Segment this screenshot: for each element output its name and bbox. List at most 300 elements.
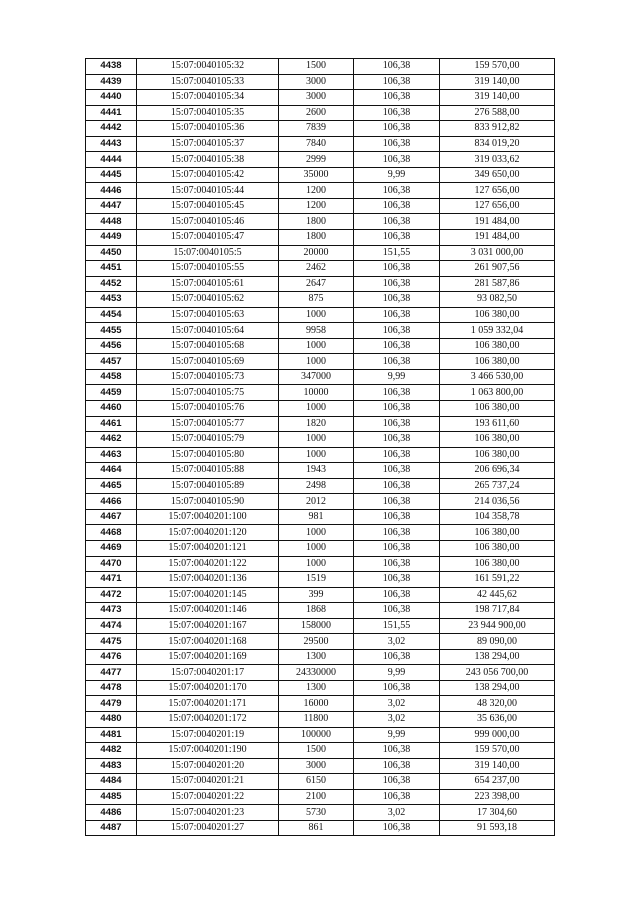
area-cell: 7839 — [279, 121, 354, 137]
cadastral-number-cell: 15:07:0040105:45 — [137, 198, 279, 214]
table-row — [86, 183, 555, 199]
area-cell: 2462 — [279, 261, 354, 277]
cadastral-number-cell: 15:07:0040105:33 — [137, 74, 279, 90]
area-cell: 7840 — [279, 136, 354, 152]
row-number-cell: 4481 — [86, 727, 137, 743]
area-cell: 347000 — [279, 369, 354, 385]
table-row — [86, 509, 555, 525]
rate-cell: 106,38 — [354, 789, 440, 805]
table-row — [86, 276, 555, 292]
rate-cell: 106,38 — [354, 540, 440, 556]
row-number-cell: 4467 — [86, 509, 137, 525]
row-number-cell: 4443 — [86, 136, 137, 152]
rate-cell: 3,02 — [354, 634, 440, 650]
row-number-cell: 4479 — [86, 696, 137, 712]
rate-cell: 9,99 — [354, 665, 440, 681]
row-number-cell: 4442 — [86, 121, 137, 137]
area-cell: 1868 — [279, 603, 354, 619]
value-cell: 999 000,00 — [440, 727, 555, 743]
rate-cell: 9,99 — [354, 369, 440, 385]
cadastral-number-cell: 15:07:0040105:47 — [137, 230, 279, 246]
value-cell: 223 398,00 — [440, 789, 555, 805]
rate-cell: 106,38 — [354, 261, 440, 277]
rate-cell: 106,38 — [354, 74, 440, 90]
cadastral-number-cell: 15:07:0040201:120 — [137, 525, 279, 541]
table-row — [86, 525, 555, 541]
rate-cell: 106,38 — [354, 587, 440, 603]
value-cell: 191 484,00 — [440, 214, 555, 230]
value-cell: 138 294,00 — [440, 649, 555, 665]
value-cell: 276 588,00 — [440, 105, 555, 121]
rate-cell: 106,38 — [354, 556, 440, 572]
cadastral-number-cell: 15:07:0040105:35 — [137, 105, 279, 121]
row-number-cell: 4453 — [86, 292, 137, 308]
table-row — [86, 59, 555, 75]
cadastral-number-cell: 15:07:0040105:42 — [137, 167, 279, 183]
value-cell: 89 090,00 — [440, 634, 555, 650]
value-cell: 106 380,00 — [440, 556, 555, 572]
cadastral-number-cell: 15:07:0040201:122 — [137, 556, 279, 572]
cadastral-number-cell: 15:07:0040105:68 — [137, 338, 279, 354]
area-cell: 24330000 — [279, 665, 354, 681]
rate-cell: 9,99 — [354, 727, 440, 743]
row-number-cell: 4440 — [86, 90, 137, 106]
row-number-cell: 4447 — [86, 198, 137, 214]
cadastral-number-cell: 15:07:0040201:100 — [137, 509, 279, 525]
rate-cell: 106,38 — [354, 105, 440, 121]
table-row — [86, 603, 555, 619]
value-cell: 319 033,62 — [440, 152, 555, 168]
area-cell: 1820 — [279, 416, 354, 432]
cadastral-number-cell: 15:07:0040201:168 — [137, 634, 279, 650]
area-cell: 5730 — [279, 805, 354, 821]
table-row — [86, 463, 555, 479]
table-row — [86, 743, 555, 759]
area-cell: 1800 — [279, 230, 354, 246]
row-number-cell: 4458 — [86, 369, 137, 385]
table-row — [86, 385, 555, 401]
value-cell: 48 320,00 — [440, 696, 555, 712]
area-cell: 1000 — [279, 432, 354, 448]
table-row — [86, 820, 555, 836]
area-cell: 35000 — [279, 167, 354, 183]
table-row — [86, 90, 555, 106]
area-cell: 3000 — [279, 758, 354, 774]
table-row — [86, 167, 555, 183]
area-cell: 1000 — [279, 556, 354, 572]
table-row — [86, 789, 555, 805]
row-number-cell: 4460 — [86, 401, 137, 417]
rate-cell: 106,38 — [354, 478, 440, 494]
area-cell: 16000 — [279, 696, 354, 712]
value-cell: 106 380,00 — [440, 525, 555, 541]
row-number-cell: 4451 — [86, 261, 137, 277]
area-cell: 861 — [279, 820, 354, 836]
table-row — [86, 758, 555, 774]
table-body — [86, 59, 555, 836]
row-number-cell: 4469 — [86, 540, 137, 556]
row-number-cell: 4475 — [86, 634, 137, 650]
value-cell: 106 380,00 — [440, 401, 555, 417]
cadastral-number-cell: 15:07:0040105:80 — [137, 447, 279, 463]
value-cell: 191 484,00 — [440, 230, 555, 246]
cadastral-number-cell: 15:07:0040105:62 — [137, 292, 279, 308]
area-cell: 1500 — [279, 743, 354, 759]
rate-cell: 3,02 — [354, 711, 440, 727]
table-row — [86, 478, 555, 494]
cadastral-number-cell: 15:07:0040201:169 — [137, 649, 279, 665]
area-cell: 1200 — [279, 183, 354, 199]
row-number-cell: 4452 — [86, 276, 137, 292]
row-number-cell: 4468 — [86, 525, 137, 541]
cadastral-number-cell: 15:07:0040201:17 — [137, 665, 279, 681]
cadastral-number-cell: 15:07:0040105:69 — [137, 354, 279, 370]
rate-cell: 106,38 — [354, 509, 440, 525]
row-number-cell: 4476 — [86, 649, 137, 665]
rate-cell: 9,99 — [354, 167, 440, 183]
value-cell: 193 611,60 — [440, 416, 555, 432]
rate-cell: 106,38 — [354, 432, 440, 448]
rate-cell: 3,02 — [354, 805, 440, 821]
row-number-cell: 4456 — [86, 338, 137, 354]
row-number-cell: 4438 — [86, 59, 137, 75]
value-cell: 106 380,00 — [440, 354, 555, 370]
area-cell: 1000 — [279, 525, 354, 541]
rate-cell: 106,38 — [354, 401, 440, 417]
rate-cell: 151,55 — [354, 245, 440, 261]
table-row — [86, 401, 555, 417]
value-cell: 1 063 800,00 — [440, 385, 555, 401]
area-cell: 1519 — [279, 572, 354, 588]
rate-cell: 106,38 — [354, 136, 440, 152]
area-cell: 9958 — [279, 323, 354, 339]
row-number-cell: 4463 — [86, 447, 137, 463]
table-row — [86, 214, 555, 230]
value-cell: 104 358,78 — [440, 509, 555, 525]
table-row — [86, 307, 555, 323]
rate-cell: 106,38 — [354, 525, 440, 541]
rate-cell: 106,38 — [354, 385, 440, 401]
table-row — [86, 774, 555, 790]
cadastral-number-cell: 15:07:0040105:61 — [137, 276, 279, 292]
area-cell: 2012 — [279, 494, 354, 510]
table-row — [86, 230, 555, 246]
table-row — [86, 665, 555, 681]
area-cell: 1000 — [279, 307, 354, 323]
row-number-cell: 4477 — [86, 665, 137, 681]
table-row — [86, 432, 555, 448]
area-cell: 1000 — [279, 540, 354, 556]
cadastral-number-cell: 15:07:0040105:5 — [137, 245, 279, 261]
row-number-cell: 4459 — [86, 385, 137, 401]
row-number-cell: 4474 — [86, 618, 137, 634]
rate-cell: 106,38 — [354, 307, 440, 323]
area-cell: 981 — [279, 509, 354, 525]
cadastral-number-cell: 15:07:0040201:136 — [137, 572, 279, 588]
rate-cell: 106,38 — [354, 774, 440, 790]
value-cell: 106 380,00 — [440, 307, 555, 323]
area-cell: 2498 — [279, 478, 354, 494]
rate-cell: 106,38 — [354, 820, 440, 836]
value-cell: 349 650,00 — [440, 167, 555, 183]
value-cell: 319 140,00 — [440, 90, 555, 106]
rate-cell: 106,38 — [354, 494, 440, 510]
rate-cell: 106,38 — [354, 276, 440, 292]
value-cell: 198 717,84 — [440, 603, 555, 619]
row-number-cell: 4446 — [86, 183, 137, 199]
value-cell: 243 056 700,00 — [440, 665, 555, 681]
rate-cell: 106,38 — [354, 121, 440, 137]
value-cell: 206 696,34 — [440, 463, 555, 479]
area-cell: 1200 — [279, 198, 354, 214]
rate-cell: 106,38 — [354, 59, 440, 75]
cadastral-number-cell: 15:07:0040201:171 — [137, 696, 279, 712]
area-cell: 1300 — [279, 680, 354, 696]
table-row — [86, 805, 555, 821]
table-row — [86, 74, 555, 90]
value-cell: 3 466 530,00 — [440, 369, 555, 385]
cadastral-number-cell: 15:07:0040105:75 — [137, 385, 279, 401]
cadastral-number-cell: 15:07:0040105:63 — [137, 307, 279, 323]
table-row — [86, 634, 555, 650]
area-cell: 2647 — [279, 276, 354, 292]
value-cell: 23 944 900,00 — [440, 618, 555, 634]
cadastral-number-cell: 15:07:0040201:146 — [137, 603, 279, 619]
rate-cell: 106,38 — [354, 152, 440, 168]
rate-cell: 106,38 — [354, 292, 440, 308]
cadastral-number-cell: 15:07:0040105:77 — [137, 416, 279, 432]
area-cell: 875 — [279, 292, 354, 308]
value-cell: 127 656,00 — [440, 198, 555, 214]
row-number-cell: 4484 — [86, 774, 137, 790]
value-cell: 35 636,00 — [440, 711, 555, 727]
area-cell: 2600 — [279, 105, 354, 121]
cadastral-number-cell: 15:07:0040201:20 — [137, 758, 279, 774]
cadastral-number-cell: 15:07:0040105:90 — [137, 494, 279, 510]
value-cell: 833 912,82 — [440, 121, 555, 137]
row-number-cell: 4483 — [86, 758, 137, 774]
row-number-cell: 4457 — [86, 354, 137, 370]
value-cell: 654 237,00 — [440, 774, 555, 790]
area-cell: 20000 — [279, 245, 354, 261]
area-cell: 158000 — [279, 618, 354, 634]
table-row — [86, 587, 555, 603]
row-number-cell: 4478 — [86, 680, 137, 696]
row-number-cell: 4444 — [86, 152, 137, 168]
rate-cell: 106,38 — [354, 572, 440, 588]
rate-cell: 3,02 — [354, 696, 440, 712]
value-cell: 138 294,00 — [440, 680, 555, 696]
value-cell: 3 031 000,00 — [440, 245, 555, 261]
table-row — [86, 323, 555, 339]
value-cell: 106 380,00 — [440, 540, 555, 556]
area-cell: 29500 — [279, 634, 354, 650]
rate-cell: 106,38 — [354, 603, 440, 619]
value-cell: 319 140,00 — [440, 74, 555, 90]
table-row — [86, 540, 555, 556]
value-cell: 261 907,56 — [440, 261, 555, 277]
rate-cell: 106,38 — [354, 198, 440, 214]
value-cell: 106 380,00 — [440, 338, 555, 354]
rate-cell: 106,38 — [354, 230, 440, 246]
area-cell: 399 — [279, 587, 354, 603]
row-number-cell: 4485 — [86, 789, 137, 805]
value-cell: 214 036,56 — [440, 494, 555, 510]
row-number-cell: 4448 — [86, 214, 137, 230]
table-row — [86, 572, 555, 588]
cadastral-number-cell: 15:07:0040105:89 — [137, 478, 279, 494]
row-number-cell: 4487 — [86, 820, 137, 836]
cadastral-number-cell: 15:07:0040105:76 — [137, 401, 279, 417]
table-row — [86, 494, 555, 510]
value-cell: 91 593,18 — [440, 820, 555, 836]
value-cell: 281 587,86 — [440, 276, 555, 292]
value-cell: 159 570,00 — [440, 743, 555, 759]
value-cell: 161 591,22 — [440, 572, 555, 588]
table-row — [86, 136, 555, 152]
cadastral-number-cell: 15:07:0040105:34 — [137, 90, 279, 106]
rate-cell: 106,38 — [354, 323, 440, 339]
rate-cell: 106,38 — [354, 416, 440, 432]
cadastral-number-cell: 15:07:0040105:44 — [137, 183, 279, 199]
table-row — [86, 261, 555, 277]
area-cell: 11800 — [279, 711, 354, 727]
area-cell: 6150 — [279, 774, 354, 790]
row-number-cell: 4449 — [86, 230, 137, 246]
row-number-cell: 4464 — [86, 463, 137, 479]
cadastral-number-cell: 15:07:0040201:22 — [137, 789, 279, 805]
rate-cell: 106,38 — [354, 214, 440, 230]
cadastral-number-cell: 15:07:0040105:32 — [137, 59, 279, 75]
cadastral-number-cell: 15:07:0040201:121 — [137, 540, 279, 556]
cadastral-number-cell: 15:07:0040201:190 — [137, 743, 279, 759]
area-cell: 2100 — [279, 789, 354, 805]
rate-cell: 106,38 — [354, 338, 440, 354]
area-cell: 1000 — [279, 338, 354, 354]
table-row — [86, 338, 555, 354]
table-row — [86, 292, 555, 308]
value-cell: 834 019,20 — [440, 136, 555, 152]
value-cell: 106 380,00 — [440, 432, 555, 448]
rate-cell: 106,38 — [354, 183, 440, 199]
rate-cell: 151,55 — [354, 618, 440, 634]
table-row — [86, 121, 555, 137]
row-number-cell: 4461 — [86, 416, 137, 432]
area-cell: 100000 — [279, 727, 354, 743]
cadastral-number-cell: 15:07:0040105:36 — [137, 121, 279, 137]
cadastral-number-cell: 15:07:0040105:46 — [137, 214, 279, 230]
value-cell: 106 380,00 — [440, 447, 555, 463]
area-cell: 1943 — [279, 463, 354, 479]
cadastral-number-cell: 15:07:0040201:23 — [137, 805, 279, 821]
cadastral-number-cell: 15:07:0040201:167 — [137, 618, 279, 634]
cadastral-number-cell: 15:07:0040105:73 — [137, 369, 279, 385]
area-cell: 1500 — [279, 59, 354, 75]
cadastral-number-cell: 15:07:0040201:27 — [137, 820, 279, 836]
rate-cell: 106,38 — [354, 447, 440, 463]
row-number-cell: 4454 — [86, 307, 137, 323]
row-number-cell: 4465 — [86, 478, 137, 494]
cadastral-number-cell: 15:07:0040105:64 — [137, 323, 279, 339]
value-cell: 17 304,60 — [440, 805, 555, 821]
table-row — [86, 711, 555, 727]
value-cell: 265 737,24 — [440, 478, 555, 494]
value-cell: 1 059 332,04 — [440, 323, 555, 339]
table-row — [86, 245, 555, 261]
table-row — [86, 727, 555, 743]
cadastral-number-cell: 15:07:0040201:172 — [137, 711, 279, 727]
table-row — [86, 680, 555, 696]
area-cell: 1800 — [279, 214, 354, 230]
table-row — [86, 556, 555, 572]
row-number-cell: 4480 — [86, 711, 137, 727]
rate-cell: 106,38 — [354, 743, 440, 759]
row-number-cell: 4455 — [86, 323, 137, 339]
row-number-cell: 4466 — [86, 494, 137, 510]
row-number-cell: 4445 — [86, 167, 137, 183]
row-number-cell: 4486 — [86, 805, 137, 821]
area-cell: 1000 — [279, 447, 354, 463]
value-cell: 319 140,00 — [440, 758, 555, 774]
cadastral-number-cell: 15:07:0040105:38 — [137, 152, 279, 168]
row-number-cell: 4462 — [86, 432, 137, 448]
cadastral-number-cell: 15:07:0040201:21 — [137, 774, 279, 790]
row-number-cell: 4450 — [86, 245, 137, 261]
table-row — [86, 105, 555, 121]
cadastral-number-cell: 15:07:0040201:145 — [137, 587, 279, 603]
row-number-cell: 4471 — [86, 572, 137, 588]
value-cell: 42 445,62 — [440, 587, 555, 603]
rate-cell: 106,38 — [354, 90, 440, 106]
table-row — [86, 354, 555, 370]
cadastral-number-cell: 15:07:0040105:37 — [137, 136, 279, 152]
cadastral-number-cell: 15:07:0040105:55 — [137, 261, 279, 277]
area-cell: 3000 — [279, 90, 354, 106]
value-cell: 159 570,00 — [440, 59, 555, 75]
table-row — [86, 369, 555, 385]
row-number-cell: 4470 — [86, 556, 137, 572]
area-cell: 10000 — [279, 385, 354, 401]
rate-cell: 106,38 — [354, 758, 440, 774]
table-row — [86, 618, 555, 634]
row-number-cell: 4441 — [86, 105, 137, 121]
table-row — [86, 416, 555, 432]
rate-cell: 106,38 — [354, 680, 440, 696]
cadastral-number-cell: 15:07:0040105:88 — [137, 463, 279, 479]
row-number-cell: 4482 — [86, 743, 137, 759]
area-cell: 2999 — [279, 152, 354, 168]
table-row — [86, 198, 555, 214]
value-cell: 127 656,00 — [440, 183, 555, 199]
area-cell: 3000 — [279, 74, 354, 90]
row-number-cell: 4439 — [86, 74, 137, 90]
cadastral-number-cell: 15:07:0040201:19 — [137, 727, 279, 743]
row-number-cell: 4473 — [86, 603, 137, 619]
rate-cell: 106,38 — [354, 354, 440, 370]
rate-cell: 106,38 — [354, 649, 440, 665]
table-row — [86, 152, 555, 168]
rate-cell: 106,38 — [354, 463, 440, 479]
table-row — [86, 696, 555, 712]
row-number-cell: 4472 — [86, 587, 137, 603]
value-cell: 93 082,50 — [440, 292, 555, 308]
cadastral-number-cell: 15:07:0040105:79 — [137, 432, 279, 448]
document-page — [85, 58, 554, 836]
cadastral-number-cell: 15:07:0040201:170 — [137, 680, 279, 696]
area-cell: 1000 — [279, 401, 354, 417]
area-cell: 1000 — [279, 354, 354, 370]
table-row — [86, 649, 555, 665]
